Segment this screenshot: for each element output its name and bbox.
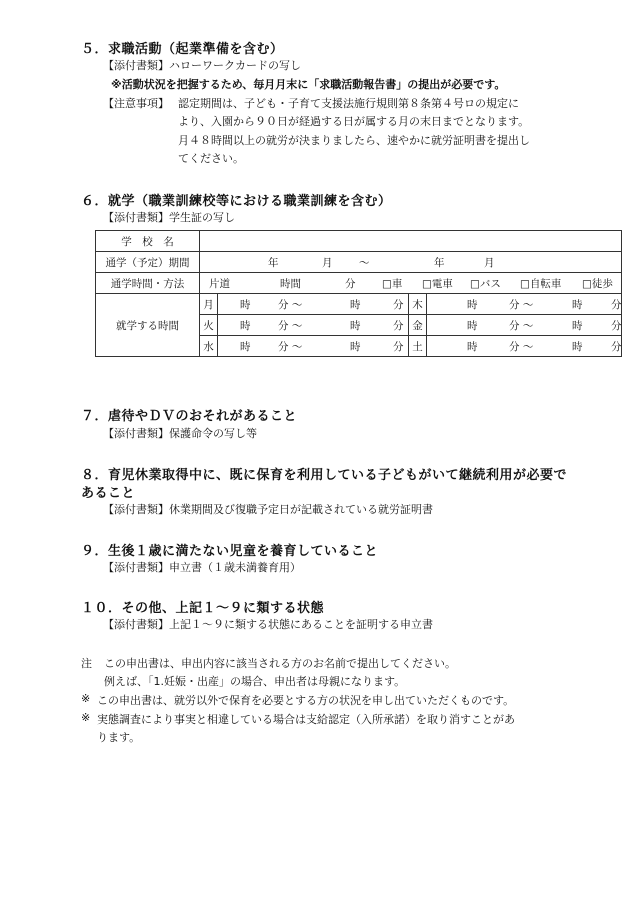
minute-word: 分	[611, 320, 622, 332]
hour-word: 時	[240, 320, 251, 332]
hour-word: 時	[467, 299, 478, 311]
minute-word: 分	[393, 320, 404, 332]
day-label: 月	[200, 294, 218, 315]
section-7-attachment: 【添付書類】保護命令の写し等	[103, 427, 257, 440]
time-field[interactable]	[427, 336, 622, 357]
school-name-field[interactable]	[200, 231, 622, 252]
hour-word: 時	[350, 341, 361, 353]
section-8-title: ８．育児休業取得中に、既に保育を利用している子どもがいて継続利用が必要で	[81, 468, 568, 483]
note-mark: ※	[81, 692, 91, 705]
table-row	[96, 231, 622, 252]
table-row	[96, 294, 622, 315]
table-row	[96, 273, 622, 294]
day-label: 水	[200, 336, 218, 357]
option-walk-checkbox[interactable]: □徒歩	[582, 278, 613, 290]
section-8-title-cont: あること	[81, 486, 136, 501]
section-5-caution-line: より、入園から９０日が経過する日が属する月の末日までとなります。	[178, 115, 530, 128]
day-label: 火	[200, 315, 218, 336]
section-5-title: ５．求職活動（起業準備を含む）	[81, 42, 284, 57]
option-train-checkbox[interactable]: □電車	[422, 278, 453, 290]
section-5-caution-line: てください。	[178, 152, 244, 165]
minute-tilde: 分 ～	[278, 320, 303, 332]
period-year: 年	[268, 257, 279, 269]
section-9-attachment: 【添付書類】申立書（１歳未満養育用）	[103, 561, 301, 574]
section-5-attachment: 【添付書類】ハローワークカードの写し	[103, 59, 301, 72]
section-8-attachment: 【添付書類】休業期間及び復職予定日が記載されている就労証明書	[103, 503, 433, 516]
note-text: 実態調査により事実と相違している場合は支給認定（入所承諾）を取り消すことがあ	[97, 713, 515, 726]
note-text: この申出書は、就労以外で保育を必要とする方の状況を申し出ていただくものです。	[97, 694, 515, 707]
section-9-title: ９．生後１歳に満たない児童を養育していること	[81, 544, 379, 559]
hour-word: 時	[240, 341, 251, 353]
hour-word: 時	[240, 299, 251, 311]
note-text: ります。	[97, 731, 141, 744]
note-text: この申出書は、申出内容に該当される方のお名前で提出してください。	[104, 657, 456, 670]
school-name-label: 学 校 名	[96, 231, 200, 252]
time-field[interactable]	[218, 315, 409, 336]
day-label: 金	[409, 315, 427, 336]
section-5-caution-line: 認定期間は、子ども・子育て支援法施行規則第８条第４号ロの規定に	[178, 97, 519, 110]
minute-word: 分	[393, 299, 404, 311]
period-label: 通学（予定）期間	[96, 252, 200, 273]
minute-tilde: 分 ～	[509, 320, 534, 332]
time-field[interactable]	[427, 315, 622, 336]
period-month: 月	[484, 257, 495, 269]
time-field[interactable]	[218, 294, 409, 315]
section-5-caution-line: 月４８時間以上の就労が決まりましたら、速やかに就労証明書を提出し	[178, 134, 530, 147]
option-bicycle-checkbox[interactable]: □自転車	[520, 278, 562, 290]
commute-label: 通学時間・方法	[96, 273, 200, 294]
minute-word: 分	[611, 341, 622, 353]
study-time-label: 就学する時間	[96, 294, 200, 357]
hour-word: 時	[350, 299, 361, 311]
day-label: 木	[409, 294, 427, 315]
section-5-caution-label: 【注意事項】	[103, 97, 169, 110]
minute-tilde: 分 ～	[509, 299, 534, 311]
option-bus-checkbox[interactable]: □バス	[470, 278, 501, 290]
note-mark: ※	[81, 711, 91, 724]
minute-tilde: 分 ～	[509, 341, 534, 353]
oneway-label: 片道	[209, 278, 230, 290]
hour-word: 時	[572, 341, 583, 353]
commute-field[interactable]	[200, 273, 622, 294]
hour-word: 時	[572, 299, 583, 311]
section-6-attachment: 【添付書類】学生証の写し	[103, 211, 235, 224]
period-tilde: ～	[359, 257, 370, 269]
day-label: 土	[409, 336, 427, 357]
school-info-table	[95, 230, 622, 357]
hour-word: 時	[350, 320, 361, 332]
section-5-note: ※活動状況を把握するため、毎月月末に「求職活動報告書」の提出が必要です。	[111, 78, 506, 91]
minutes-word: 分	[345, 278, 356, 290]
period-month: 月	[322, 257, 333, 269]
hours-word: 時間	[280, 278, 301, 290]
option-car-checkbox[interactable]: □車	[382, 278, 403, 290]
section-7-title: ７．虐待やＤＶのおそれがあること	[81, 409, 298, 424]
hour-word: 時	[467, 320, 478, 332]
section-10-attachment: 【添付書類】上記１～９に類する状態にあることを証明する申立書	[103, 618, 433, 631]
time-field[interactable]	[218, 336, 409, 357]
minute-word: 分	[393, 341, 404, 353]
hour-word: 時	[572, 320, 583, 332]
section-10-title: １０．その他、上記１～９に類する状態	[81, 601, 325, 616]
period-year: 年	[434, 257, 445, 269]
period-field[interactable]	[200, 252, 622, 273]
note-mark: 注	[81, 657, 92, 670]
note-text: 例えば、「1.妊娠・出産」の場合、申出者は母親になります。	[104, 675, 406, 688]
section-6-title: ６．就学（職業訓練校等における職業訓練を含む）	[81, 194, 392, 209]
hour-word: 時	[467, 341, 478, 353]
minute-tilde: 分 ～	[278, 299, 303, 311]
minute-word: 分	[611, 299, 622, 311]
table-row	[96, 252, 622, 273]
minute-tilde: 分 ～	[278, 341, 303, 353]
time-field[interactable]	[427, 294, 622, 315]
